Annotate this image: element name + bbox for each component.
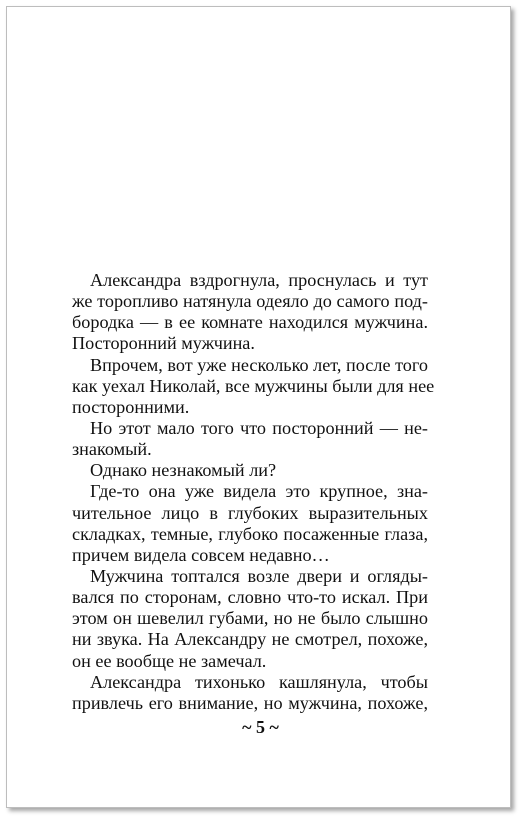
text-line: Однако незнакомый ли? (90, 460, 277, 481)
text-line: чительное лицо в глубоких выразительных (72, 502, 428, 523)
text-line: Александра вздрогнула, проснулась и тут (90, 270, 428, 290)
text-line: Мужчина топтался возле двери и огляды- (90, 565, 428, 586)
text-line: Впрочем, вот уже несколько лет, после того (90, 354, 428, 375)
text-line: вался по сторонам, словно что-то искал. При (72, 587, 428, 608)
page-number: ~ 5 ~ (242, 717, 279, 737)
text-line: же торопливо натянула одеяло до самого под- (72, 291, 428, 312)
paragraph-7 (72, 672, 428, 714)
paragraph-6 (72, 566, 428, 672)
text-line: Но этот мало того что посторонний — не- (90, 417, 428, 438)
text-line: причем видела совсем недавно… (72, 544, 330, 565)
paragraph-5 (72, 481, 428, 566)
text-line: складках, темные, глубоко посаженные глаза, (72, 523, 428, 544)
text-line: ни звука. На Александру не смотрел, похоже, (72, 629, 428, 650)
text-line: Посторонний мужчина. (72, 333, 255, 354)
text-line: посторонними. (72, 396, 190, 417)
text-line: Где-то она уже видела это крупное, зна- (90, 481, 428, 502)
text-line: знакомый. (72, 439, 152, 460)
text-line: бородка — в ее комнате находился мужчина. (72, 312, 428, 333)
paragraph-1 (72, 270, 428, 355)
text-line: он ее вообще не замечал. (72, 650, 267, 671)
body-text (72, 270, 435, 714)
paragraph-2 (72, 354, 435, 418)
text-line: этом он шевелил губами, но не было слышно (72, 608, 428, 629)
text-line: как уехал Николай, все мужчины были для нее (72, 375, 435, 396)
text-line: привлечь его внимание, но мужчина, похоже, (72, 692, 428, 713)
text-line: Александра тихонько кашлянула, чтобы (90, 671, 428, 692)
paragraph-3 (72, 418, 428, 460)
paragraph-4 (72, 460, 428, 481)
